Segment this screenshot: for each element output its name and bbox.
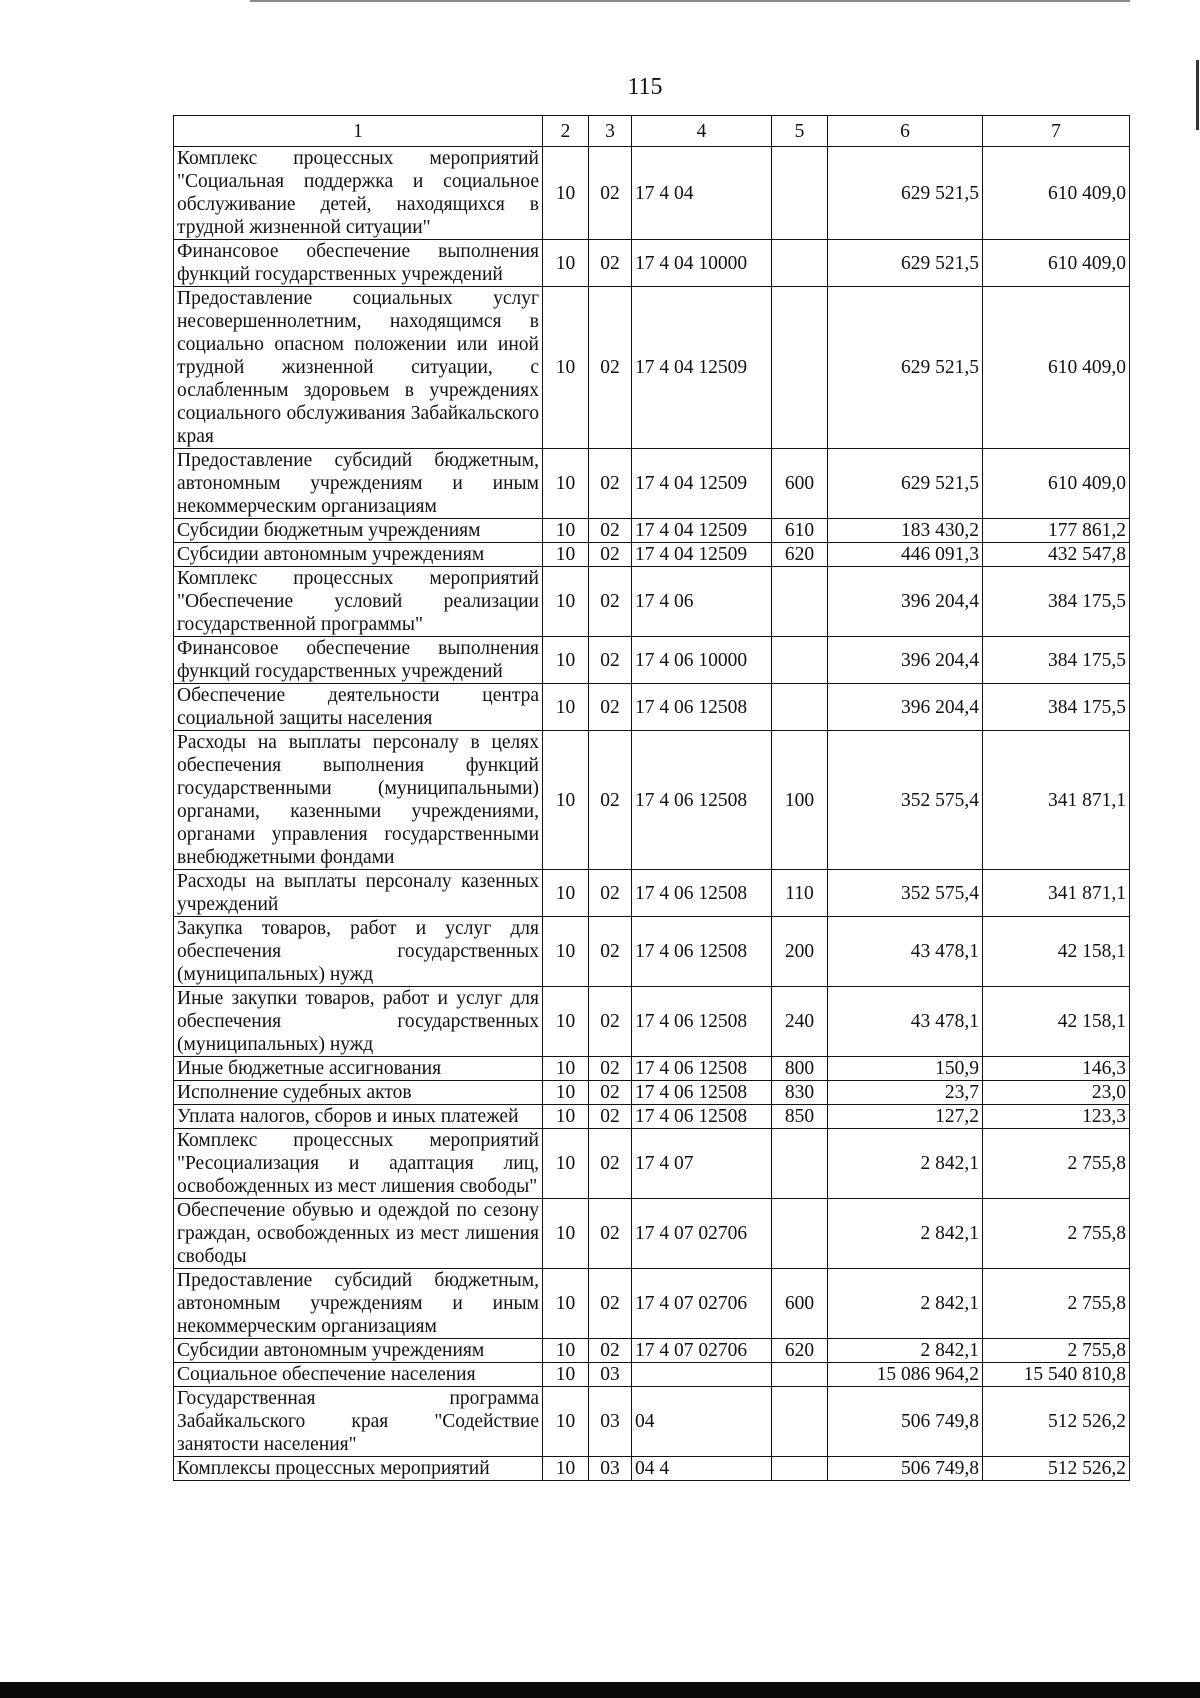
section-code: 10: [543, 870, 589, 917]
table-row: [174, 987, 1130, 1057]
section-code: 10: [543, 567, 589, 637]
table-row: [174, 1269, 1130, 1339]
target-article-code: 17 4 06 12508: [632, 1057, 772, 1081]
target-article-code: 17 4 04 12509: [632, 449, 772, 519]
subsection-code: 02: [589, 519, 632, 543]
expense-type-code: 830: [772, 1081, 828, 1105]
subsection-code: 02: [589, 287, 632, 449]
item-name: Комплексы процессных мероприятий: [174, 1457, 543, 1481]
section-code: 10: [543, 543, 589, 567]
amount-year-1: 150,9: [828, 1057, 983, 1081]
expense-type-code: 800: [772, 1057, 828, 1081]
amount-year-1: 2 842,1: [828, 1199, 983, 1269]
section-code: 10: [543, 1387, 589, 1457]
target-article-code: 17 4 04 12509: [632, 519, 772, 543]
item-name: Социальное обеспечение населения: [174, 1363, 543, 1387]
item-name: Предоставление субсидий бюджетным, автономным учреждениям и иным некоммерческим организациям: [174, 449, 543, 519]
amount-year-2: 123,3: [983, 1105, 1130, 1129]
subsection-code: 02: [589, 731, 632, 870]
amount-year-2: 23,0: [983, 1081, 1130, 1105]
subsection-code: 02: [589, 1339, 632, 1363]
section-code: 10: [543, 1081, 589, 1105]
section-code: 10: [543, 1363, 589, 1387]
target-article-code: 17 4 06 10000: [632, 637, 772, 684]
item-name: Предоставление субсидий бюджетным, автономным учреждениям и иным некоммерческим организациям: [174, 1269, 543, 1339]
expense-type-code: 100: [772, 731, 828, 870]
subsection-code: 02: [589, 1129, 632, 1199]
amount-year-1: 629 521,5: [828, 449, 983, 519]
section-code: 10: [543, 1057, 589, 1081]
expense-type-code: 600: [772, 1269, 828, 1339]
amount-year-1: 629 521,5: [828, 287, 983, 449]
page-number: 115: [627, 74, 663, 100]
amount-year-1: 352 575,4: [828, 731, 983, 870]
table-row: [174, 1057, 1130, 1081]
table-row: [174, 1363, 1130, 1387]
section-code: 10: [543, 240, 589, 287]
target-article-code: 17 4 06 12508: [632, 731, 772, 870]
target-article-code: 17 4 07 02706: [632, 1199, 772, 1269]
item-name: Закупка товаров, работ и услуг для обеспечения государственных (муниципальных) нужд: [174, 917, 543, 987]
item-name: Обеспечение обувью и одеждой по сезону граждан, освобожденных из мест лишения свободы: [174, 1199, 543, 1269]
subsection-code: 02: [589, 543, 632, 567]
section-code: 10: [543, 1269, 589, 1339]
table-row: [174, 1339, 1130, 1363]
target-article-code: [632, 1363, 772, 1387]
item-name: Уплата налогов, сборов и иных платежей: [174, 1105, 543, 1129]
table-row: [174, 1129, 1130, 1199]
amount-year-2: 2 755,8: [983, 1339, 1130, 1363]
amount-year-2: 610 409,0: [983, 240, 1130, 287]
subsection-code: 02: [589, 637, 632, 684]
table-row: [174, 637, 1130, 684]
section-code: 10: [543, 449, 589, 519]
target-article-code: 17 4 07 02706: [632, 1269, 772, 1339]
expense-type-code: [772, 1457, 828, 1481]
column-header-6: 6: [828, 116, 983, 147]
table-row: [174, 543, 1130, 567]
amount-year-2: 432 547,8: [983, 543, 1130, 567]
amount-year-2: 15 540 810,8: [983, 1363, 1130, 1387]
amount-year-2: 610 409,0: [983, 449, 1130, 519]
target-article-code: 17 4 07 02706: [632, 1339, 772, 1363]
amount-year-2: 2 755,8: [983, 1129, 1130, 1199]
section-code: 10: [543, 1339, 589, 1363]
subsection-code: 02: [589, 1269, 632, 1339]
item-name: Комплекс процессных мероприятий "Социальная поддержка и социальное обслуживание детей, находящихся в трудной жизненной ситуации": [174, 147, 543, 240]
amount-year-1: 43 478,1: [828, 917, 983, 987]
amount-year-1: 629 521,5: [828, 147, 983, 240]
expense-type-code: [772, 240, 828, 287]
table-row: [174, 449, 1130, 519]
item-name: Субсидии бюджетным учреждениям: [174, 519, 543, 543]
amount-year-2: 42 158,1: [983, 987, 1130, 1057]
item-name: Иные закупки товаров, работ и услуг для обеспечения государственных (муниципальных) нужд: [174, 987, 543, 1057]
table-row: [174, 1199, 1130, 1269]
item-name: Финансовое обеспечение выполнения функций государственных учреждений: [174, 637, 543, 684]
subsection-code: 02: [589, 567, 632, 637]
section-code: 10: [543, 917, 589, 987]
amount-year-2: 610 409,0: [983, 147, 1130, 240]
scan-bottom-band: [0, 1682, 1200, 1698]
expense-type-code: [772, 637, 828, 684]
table-row: [174, 519, 1130, 543]
item-name: Иные бюджетные ассигнования: [174, 1057, 543, 1081]
section-code: 10: [543, 287, 589, 449]
column-header-1: 1: [174, 116, 543, 147]
table-row: [174, 567, 1130, 637]
expense-type-code: [772, 287, 828, 449]
subsection-code: 03: [589, 1387, 632, 1457]
amount-year-2: 341 871,1: [983, 731, 1130, 870]
target-article-code: 17 4 07: [632, 1129, 772, 1199]
amount-year-1: 396 204,4: [828, 637, 983, 684]
table-row: [174, 1457, 1130, 1481]
item-name: Субсидии автономным учреждениям: [174, 543, 543, 567]
expense-type-code: 110: [772, 870, 828, 917]
amount-year-1: 2 842,1: [828, 1129, 983, 1199]
section-code: 10: [543, 684, 589, 731]
expense-type-code: 620: [772, 1339, 828, 1363]
expense-type-code: [772, 684, 828, 731]
item-name: Комплекс процессных мероприятий "Обеспечение условий реализации государственной программы": [174, 567, 543, 637]
table-row: [174, 1081, 1130, 1105]
amount-year-1: 446 091,3: [828, 543, 983, 567]
target-article-code: 17 4 06 12508: [632, 684, 772, 731]
section-code: 10: [543, 637, 589, 684]
header-row: [174, 116, 1130, 147]
amount-year-1: 506 749,8: [828, 1457, 983, 1481]
subsection-code: 02: [589, 449, 632, 519]
amount-year-1: 23,7: [828, 1081, 983, 1105]
target-article-code: 17 4 06 12508: [632, 870, 772, 917]
item-name: Расходы на выплаты персоналу в целях обеспечения выполнения функций государственными (муниципальными) органами, казенными учреждениями, органами управления государственными внебюджетными фондами: [174, 731, 543, 870]
subsection-code: 02: [589, 240, 632, 287]
table-row: [174, 1387, 1130, 1457]
item-name: Исполнение судебных актов: [174, 1081, 543, 1105]
expense-type-code: 600: [772, 449, 828, 519]
subsection-code: 03: [589, 1363, 632, 1387]
amount-year-1: 396 204,4: [828, 684, 983, 731]
amount-year-2: 2 755,8: [983, 1199, 1130, 1269]
expense-type-code: [772, 147, 828, 240]
amount-year-2: 384 175,5: [983, 637, 1130, 684]
item-name: Расходы на выплаты персоналу казенных учреждений: [174, 870, 543, 917]
column-header-3: 3: [589, 116, 632, 147]
table-row: [174, 917, 1130, 987]
top-edge-rule: [250, 0, 1130, 2]
section-code: 10: [543, 1457, 589, 1481]
target-article-code: 17 4 04: [632, 147, 772, 240]
subsection-code: 02: [589, 1057, 632, 1081]
amount-year-1: 43 478,1: [828, 987, 983, 1057]
expense-type-code: [772, 1129, 828, 1199]
amount-year-2: 384 175,5: [983, 567, 1130, 637]
expense-type-code: [772, 1199, 828, 1269]
section-code: 10: [543, 147, 589, 240]
item-name: Комплекс процессных мероприятий "Ресоциализация и адаптация лиц, освобожденных из мест лишения свободы": [174, 1129, 543, 1199]
amount-year-2: 177 861,2: [983, 519, 1130, 543]
amount-year-1: 352 575,4: [828, 870, 983, 917]
column-header-7: 7: [983, 116, 1130, 147]
amount-year-2: 512 526,2: [983, 1457, 1130, 1481]
item-name: Обеспечение деятельности центра социальной защиты населения: [174, 684, 543, 731]
subsection-code: 02: [589, 147, 632, 240]
table-row: [174, 731, 1130, 870]
expense-type-code: 610: [772, 519, 828, 543]
expense-type-code: [772, 1363, 828, 1387]
target-article-code: 17 4 04 12509: [632, 543, 772, 567]
item-name: Финансовое обеспечение выполнения функций государственных учреждений: [174, 240, 543, 287]
amount-year-2: 341 871,1: [983, 870, 1130, 917]
column-header-4: 4: [632, 116, 772, 147]
section-code: 10: [543, 519, 589, 543]
amount-year-1: 629 521,5: [828, 240, 983, 287]
amount-year-1: 2 842,1: [828, 1339, 983, 1363]
subsection-code: 02: [589, 870, 632, 917]
amount-year-1: 396 204,4: [828, 567, 983, 637]
table-row: [174, 684, 1130, 731]
subsection-code: 02: [589, 1199, 632, 1269]
table-row: [174, 287, 1130, 449]
section-code: 10: [543, 1129, 589, 1199]
amount-year-2: 512 526,2: [983, 1387, 1130, 1457]
subsection-code: 02: [589, 1081, 632, 1105]
target-article-code: 17 4 06 12508: [632, 987, 772, 1057]
section-code: 10: [543, 1199, 589, 1269]
target-article-code: 17 4 06 12508: [632, 1105, 772, 1129]
table-row: [174, 870, 1130, 917]
expense-type-code: 620: [772, 543, 828, 567]
table-row: [174, 147, 1130, 240]
target-article-code: 17 4 06 12508: [632, 1081, 772, 1105]
amount-year-2: 610 409,0: [983, 287, 1130, 449]
item-name: Субсидии автономным учреждениям: [174, 1339, 543, 1363]
expense-type-code: 240: [772, 987, 828, 1057]
item-name: Государственная программа Забайкальского края "Содействие занятости населения": [174, 1387, 543, 1457]
amount-year-1: 2 842,1: [828, 1269, 983, 1339]
subsection-code: 02: [589, 917, 632, 987]
column-header-2: 2: [543, 116, 589, 147]
amount-year-2: 146,3: [983, 1057, 1130, 1081]
section-code: 10: [543, 1105, 589, 1129]
amount-year-2: 42 158,1: [983, 917, 1130, 987]
table-body: [174, 147, 1130, 1481]
amount-year-1: 127,2: [828, 1105, 983, 1129]
expense-type-code: [772, 567, 828, 637]
section-code: 10: [543, 987, 589, 1057]
target-article-code: 17 4 04 10000: [632, 240, 772, 287]
target-article-code: 04 4: [632, 1457, 772, 1481]
amount-year-2: 2 755,8: [983, 1269, 1130, 1339]
amount-year-1: 506 749,8: [828, 1387, 983, 1457]
section-code: 10: [543, 731, 589, 870]
target-article-code: 17 4 04 12509: [632, 287, 772, 449]
budget-table: [173, 115, 1130, 1481]
amount-year-1: 15 086 964,2: [828, 1363, 983, 1387]
item-name: Предоставление социальных услуг несовершеннолетним, находящимся в социально опасном положении или иной трудной жизненной ситуации, с ослабленным здоровьем в учреждениях социального обслуживания Забайкальского края: [174, 287, 543, 449]
expense-type-code: 200: [772, 917, 828, 987]
expense-type-code: [772, 1387, 828, 1457]
table-row: [174, 240, 1130, 287]
amount-year-1: 183 430,2: [828, 519, 983, 543]
subsection-code: 02: [589, 987, 632, 1057]
column-header-5: 5: [772, 116, 828, 147]
target-article-code: 17 4 06: [632, 567, 772, 637]
target-article-code: 17 4 06 12508: [632, 917, 772, 987]
subsection-code: 02: [589, 684, 632, 731]
subsection-code: 03: [589, 1457, 632, 1481]
expense-type-code: 850: [772, 1105, 828, 1129]
amount-year-2: 384 175,5: [983, 684, 1130, 731]
target-article-code: 04: [632, 1387, 772, 1457]
table-row: [174, 1105, 1130, 1129]
subsection-code: 02: [589, 1105, 632, 1129]
